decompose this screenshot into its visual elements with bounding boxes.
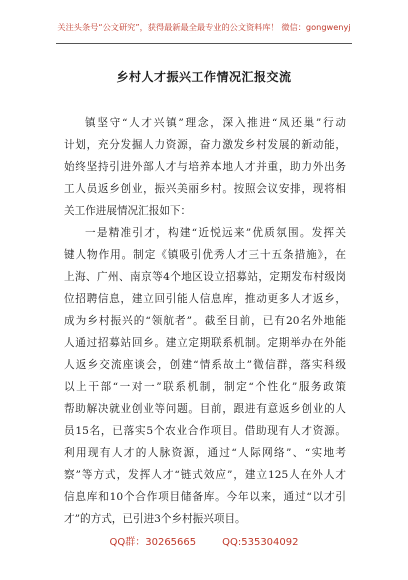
body-line: 察”等方式，发挥人才“链式效应”，建立125人在外人才 [64,469,346,481]
body-line: 信息库和10个合作项目储备库。今年以来，通过“以才引 [64,491,346,503]
footer-qq-group: QQ群：30265665 [109,537,197,548]
footer-contact [0,537,408,549]
body-line: 成为乡村振兴的“领航者”。截至目前，已有20名外地能 [64,315,346,327]
body-line: 员15名，已落实5个农业合作项目。借助现有人才资源。 [64,425,346,437]
body-line: 以上干部“一对一”联系机制，制定“个性化”服务政策 [64,381,346,393]
body-line: 上海、广州、南京等4个地区设立招募站，定期发布村级岗 [64,271,346,283]
body-line: 帮助解决就业创业等问题。目前，跟进有意返乡创业的人 [64,403,346,415]
footer-qq: QQ:535304092 [222,537,299,548]
body-line: 才”的方式，已引进3个乡村振兴项目。 [64,513,246,525]
body-line: 人返乡交流座谈会，创建“情系故土”微信群，落实科级 [64,359,346,371]
document-title: 乡村人才振兴工作情况汇报交流 [116,70,292,84]
body-line: 键人物作用。制定《镇吸引优秀人才三十五条措施》，在 [64,249,346,261]
body-line: 位招聘信息，建立回引能人信息库，推动更多人才返乡， [64,293,346,305]
body-line: 始终坚持引进外部人才与培养本地人才并重，助力外出务 [64,161,346,173]
body-line: 计划，充分发掘人力资源，奋力激发乡村发展的新动能， [64,139,346,151]
body-line: 关工作进展情况汇报如下： [64,205,192,217]
header-divider [56,43,352,44]
document-body [64,112,346,530]
body-line: 镇坚守“人才兴镇”理念，深入推进“凤还巢”行动 [85,117,346,129]
header-promo-text: 关注头条号“公文研究”，获得最新最全最专业的公文资料库！ 微信：gongwenyj [57,22,351,32]
body-line: 人通过招募站回乡。建立定期联系机制。定期举办在外能 [64,337,346,349]
body-line: 利用现有人才的人脉资源，通过“人际网络”、“实地考 [64,447,346,459]
body-line: 一是精准引才，构建“近悦远来”优质氛围。发挥关 [85,227,346,239]
body-line: 工人员返乡创业，振兴美丽乡村。按照会议安排，现将相 [64,183,346,195]
